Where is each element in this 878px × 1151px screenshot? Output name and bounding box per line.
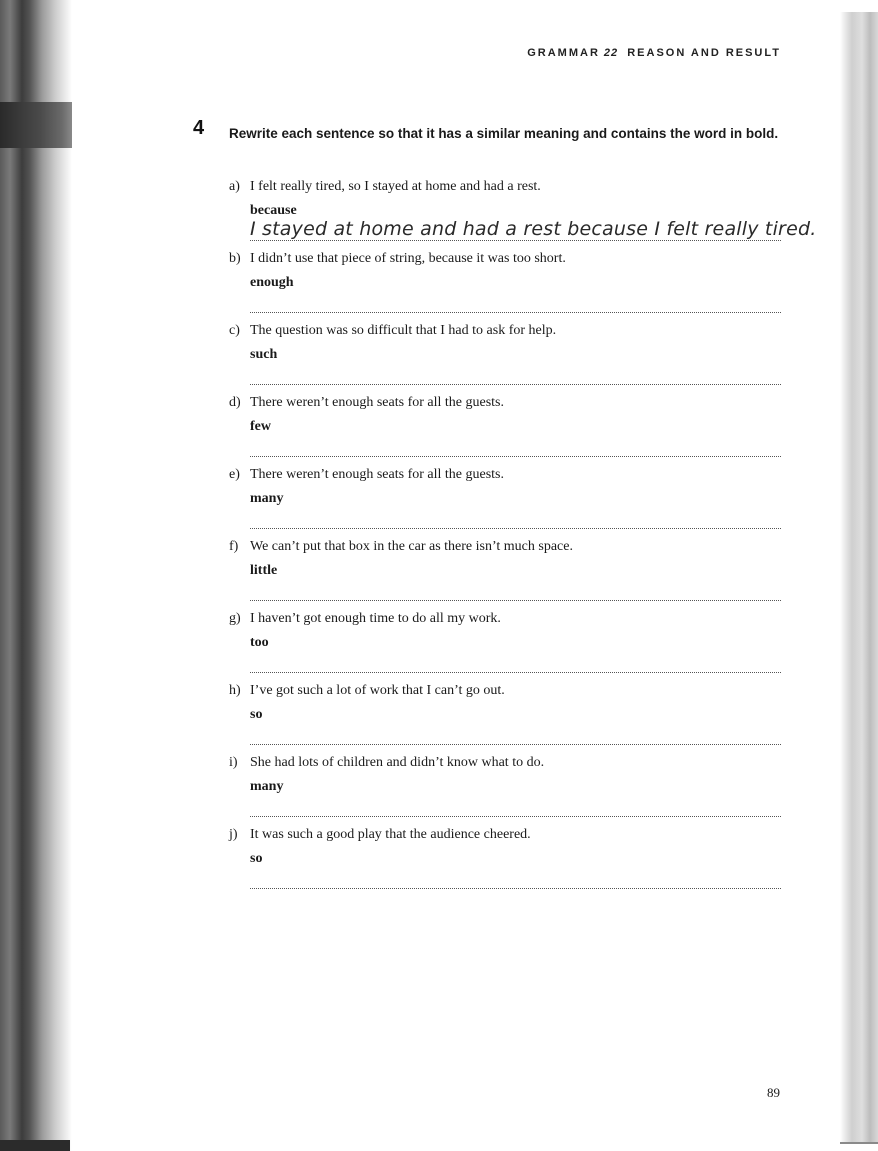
exercise-item [229, 610, 782, 682]
item-sentence: I felt really tired, so I stayed at home and had a rest. [250, 179, 541, 194]
item-label: a) [229, 179, 240, 194]
exercise-instruction: Rewrite each sentence so that it has a similar meaning and contains the word in bold. [229, 126, 779, 141]
answer-line[interactable] [250, 528, 781, 529]
item-label: f) [229, 539, 239, 554]
item-sentence: It was such a good play that the audience cheered. [250, 827, 531, 842]
item-sentence: I haven’t got enough time to do all my work. [250, 611, 501, 626]
item-label: b) [229, 251, 241, 266]
answer-line[interactable] [250, 600, 781, 601]
answer-line[interactable] [250, 888, 781, 889]
header-title: GRAMMAR [527, 47, 600, 59]
answer-line[interactable] [250, 456, 781, 457]
item-keyword: because [250, 203, 297, 218]
exercise-item [229, 322, 782, 394]
item-label: i) [229, 755, 238, 770]
item-sentence: There weren’t enough seats for all the guests. [250, 395, 504, 410]
exercise-item [229, 394, 782, 466]
item-keyword: few [250, 419, 271, 434]
book-spine-shadow [0, 0, 72, 1151]
spine-base-shadow [0, 1140, 70, 1151]
exercise-item [229, 826, 782, 898]
item-sentence: She had lots of children and didn’t know what to do. [250, 755, 545, 770]
item-keyword: little [250, 563, 278, 578]
answer-line[interactable] [250, 816, 781, 817]
item-label: j) [229, 827, 238, 842]
item-label: c) [229, 323, 240, 338]
spine-tab-mark [0, 102, 72, 148]
page-number: 89 [767, 1085, 780, 1100]
header-unit-number: 22 [603, 47, 619, 59]
item-answer-handwritten: I stayed at home and had a rest because I felt really tired. [250, 218, 817, 240]
exercise-item [229, 538, 782, 610]
exercise-item [229, 754, 782, 826]
item-keyword: so [250, 707, 263, 722]
answer-line[interactable] [250, 744, 781, 745]
exercise-number: 4 [193, 117, 205, 139]
running-header [527, 47, 781, 59]
item-keyword: enough [250, 275, 294, 290]
page-edge-line [840, 1142, 878, 1144]
answer-line[interactable] [250, 312, 781, 313]
item-keyword: such [250, 347, 278, 362]
item-label: e) [229, 467, 240, 482]
exercise-items [229, 178, 817, 898]
header-topic: REASON AND RESULT [627, 47, 781, 59]
item-label: d) [229, 395, 241, 410]
item-keyword: so [250, 851, 263, 866]
item-keyword: many [250, 779, 284, 794]
item-sentence: The question was so difficult that I had to ask for help. [250, 323, 557, 338]
item-keyword: too [250, 635, 269, 650]
answer-line[interactable] [250, 240, 781, 241]
exercise-item [229, 178, 817, 250]
item-sentence: We can’t put that box in the car as there isn’t much space. [250, 539, 573, 554]
exercise-item [229, 682, 782, 754]
item-sentence: There weren’t enough seats for all the guests. [250, 467, 504, 482]
item-keyword: many [250, 491, 284, 506]
page-edge-shadow [840, 12, 878, 1144]
exercise-item [229, 466, 782, 538]
item-sentence: I’ve got such a lot of work that I can’t go out. [250, 683, 505, 698]
answer-line[interactable] [250, 672, 781, 673]
exercise-item [229, 250, 782, 322]
item-sentence: I didn’t use that piece of string, because it was too short. [250, 251, 566, 266]
item-label: g) [229, 611, 241, 626]
item-label: h) [229, 683, 241, 698]
answer-line[interactable] [250, 384, 781, 385]
